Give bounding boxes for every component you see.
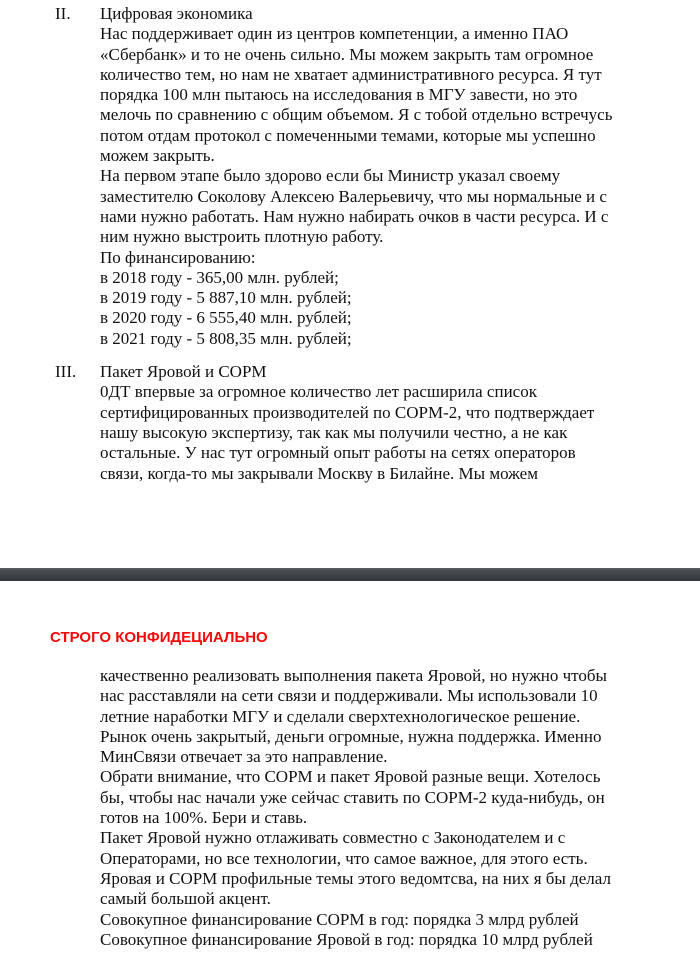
text-line: потом отдам протокол с помеченными темами, которые мы успешно xyxy=(100,125,596,145)
section-iii-title: Пакет Яровой и СОРМ xyxy=(100,362,267,382)
text-line: Яровая и СОРМ профильные темы этого ведомтсва, на них я бы делал xyxy=(100,868,611,888)
text-line: мелочь по сравнению с общим объемом. Я с тобой отдельно встречусь xyxy=(100,105,613,125)
text-line: Обрати внимание, что СОРМ и пакет Яровой разные вещи. Хотелось xyxy=(100,767,601,787)
text-line: Пакет Яровой нужно отлаживать совместно с Законодателем и с xyxy=(100,828,566,848)
section-iii-content xyxy=(100,362,655,484)
text-line: качественно реализовать выполнения пакета Яровой, но нужно чтобы xyxy=(100,666,607,685)
text-line: сертифицированных производителей по СОРМ-2, что подтверждает xyxy=(100,402,595,422)
text-line: «Сбербанк» и то не очень сильно. Мы можем закрыть там огромное xyxy=(100,44,594,64)
text-line: По финансированию: xyxy=(100,247,256,267)
text-line: в 2018 году - 365,00 млн. рублей; xyxy=(100,267,339,287)
text-line: самый большой акцент. xyxy=(100,889,271,909)
classification-stamp: СТРОГО КОНФИДЕЦИАЛЬНО xyxy=(50,629,268,646)
section-iii xyxy=(55,362,655,484)
text-line: в 2020 году - 6 555,40 млн. рублей; xyxy=(100,308,352,328)
section-ii-body xyxy=(100,24,655,349)
text-line: связи, когда-то мы закрывали Москву в Билайне. Мы можем xyxy=(100,463,538,483)
text-line: бы, чтобы нас начали уже сейчас ставить по СОРМ-2 куда-нибудь, он xyxy=(100,787,605,807)
page-2-body-lines xyxy=(100,666,655,950)
text-line: МинСвязи отвечает за это направление. xyxy=(100,747,388,767)
text-line: Нас поддерживает один из центров компетенции, а именно ПАО xyxy=(100,24,569,44)
section-iii-numeral: III. xyxy=(55,362,77,382)
text-line: в 2021 году - 5 808,35 млн. рублей; xyxy=(100,328,352,348)
text-line: 0ДТ впервые за огромное количество лет расширила список xyxy=(100,382,537,402)
page-break-divider xyxy=(0,568,700,581)
section-ii xyxy=(55,4,655,349)
text-line: готов на 100%. Бери и ставь. xyxy=(100,808,308,828)
text-line: нами нужно работать. Нам нужно набирать очков в части ресурса. И с xyxy=(100,206,609,226)
text-line: можем закрыть. xyxy=(100,146,215,166)
text-line: На первом этапе было здорово если бы Министр указал своему xyxy=(100,166,561,186)
text-line: Совокупное финансирование Яровой в год: порядка 10 млрд рублей xyxy=(100,929,593,949)
section-ii-numeral: II. xyxy=(55,4,71,23)
text-line: нашу высокую экспертизу, так как мы получили честно, а не как xyxy=(100,422,568,442)
section-ii-content xyxy=(100,4,655,349)
text-line: порядка 100 млн пытаюсь на исследования в МГУ завести, но это xyxy=(100,85,578,105)
text-line: в 2019 году - 5 887,10 млн. рублей; xyxy=(100,288,352,308)
text-line: летние наработки МГУ и сделали сверхтехнологическое решение. xyxy=(100,706,581,726)
section-iii-body xyxy=(100,382,655,483)
text-line: остальные. У нас тут огромный опыт работы на сетях операторов xyxy=(100,443,576,463)
text-line: Совокупное финансирование СОРМ в год: порядка 3 млрд рублей xyxy=(100,909,579,929)
page-2-text-block xyxy=(100,666,655,950)
text-line: ним нужно выстроить плотную работу. xyxy=(100,227,384,247)
page-1-text-block xyxy=(55,4,655,484)
text-line: количество тем, но нам не хватает административного ресурса. Я тут xyxy=(100,64,602,84)
section-ii-title: Цифровая экономика xyxy=(100,4,253,23)
text-line: Операторами, но все технологии, что самое важное, для этого есть. xyxy=(100,848,588,868)
text-line: заместителю Соколову Алексею Валерьевичу, что мы нормальные и с xyxy=(100,186,607,206)
text-line: нас расставляли на сети связи и поддерживали. Мы использовали 10 xyxy=(100,686,598,706)
text-line: Рынок очень закрытый, деньги огромные, нужна поддержка. Именно xyxy=(100,726,602,746)
